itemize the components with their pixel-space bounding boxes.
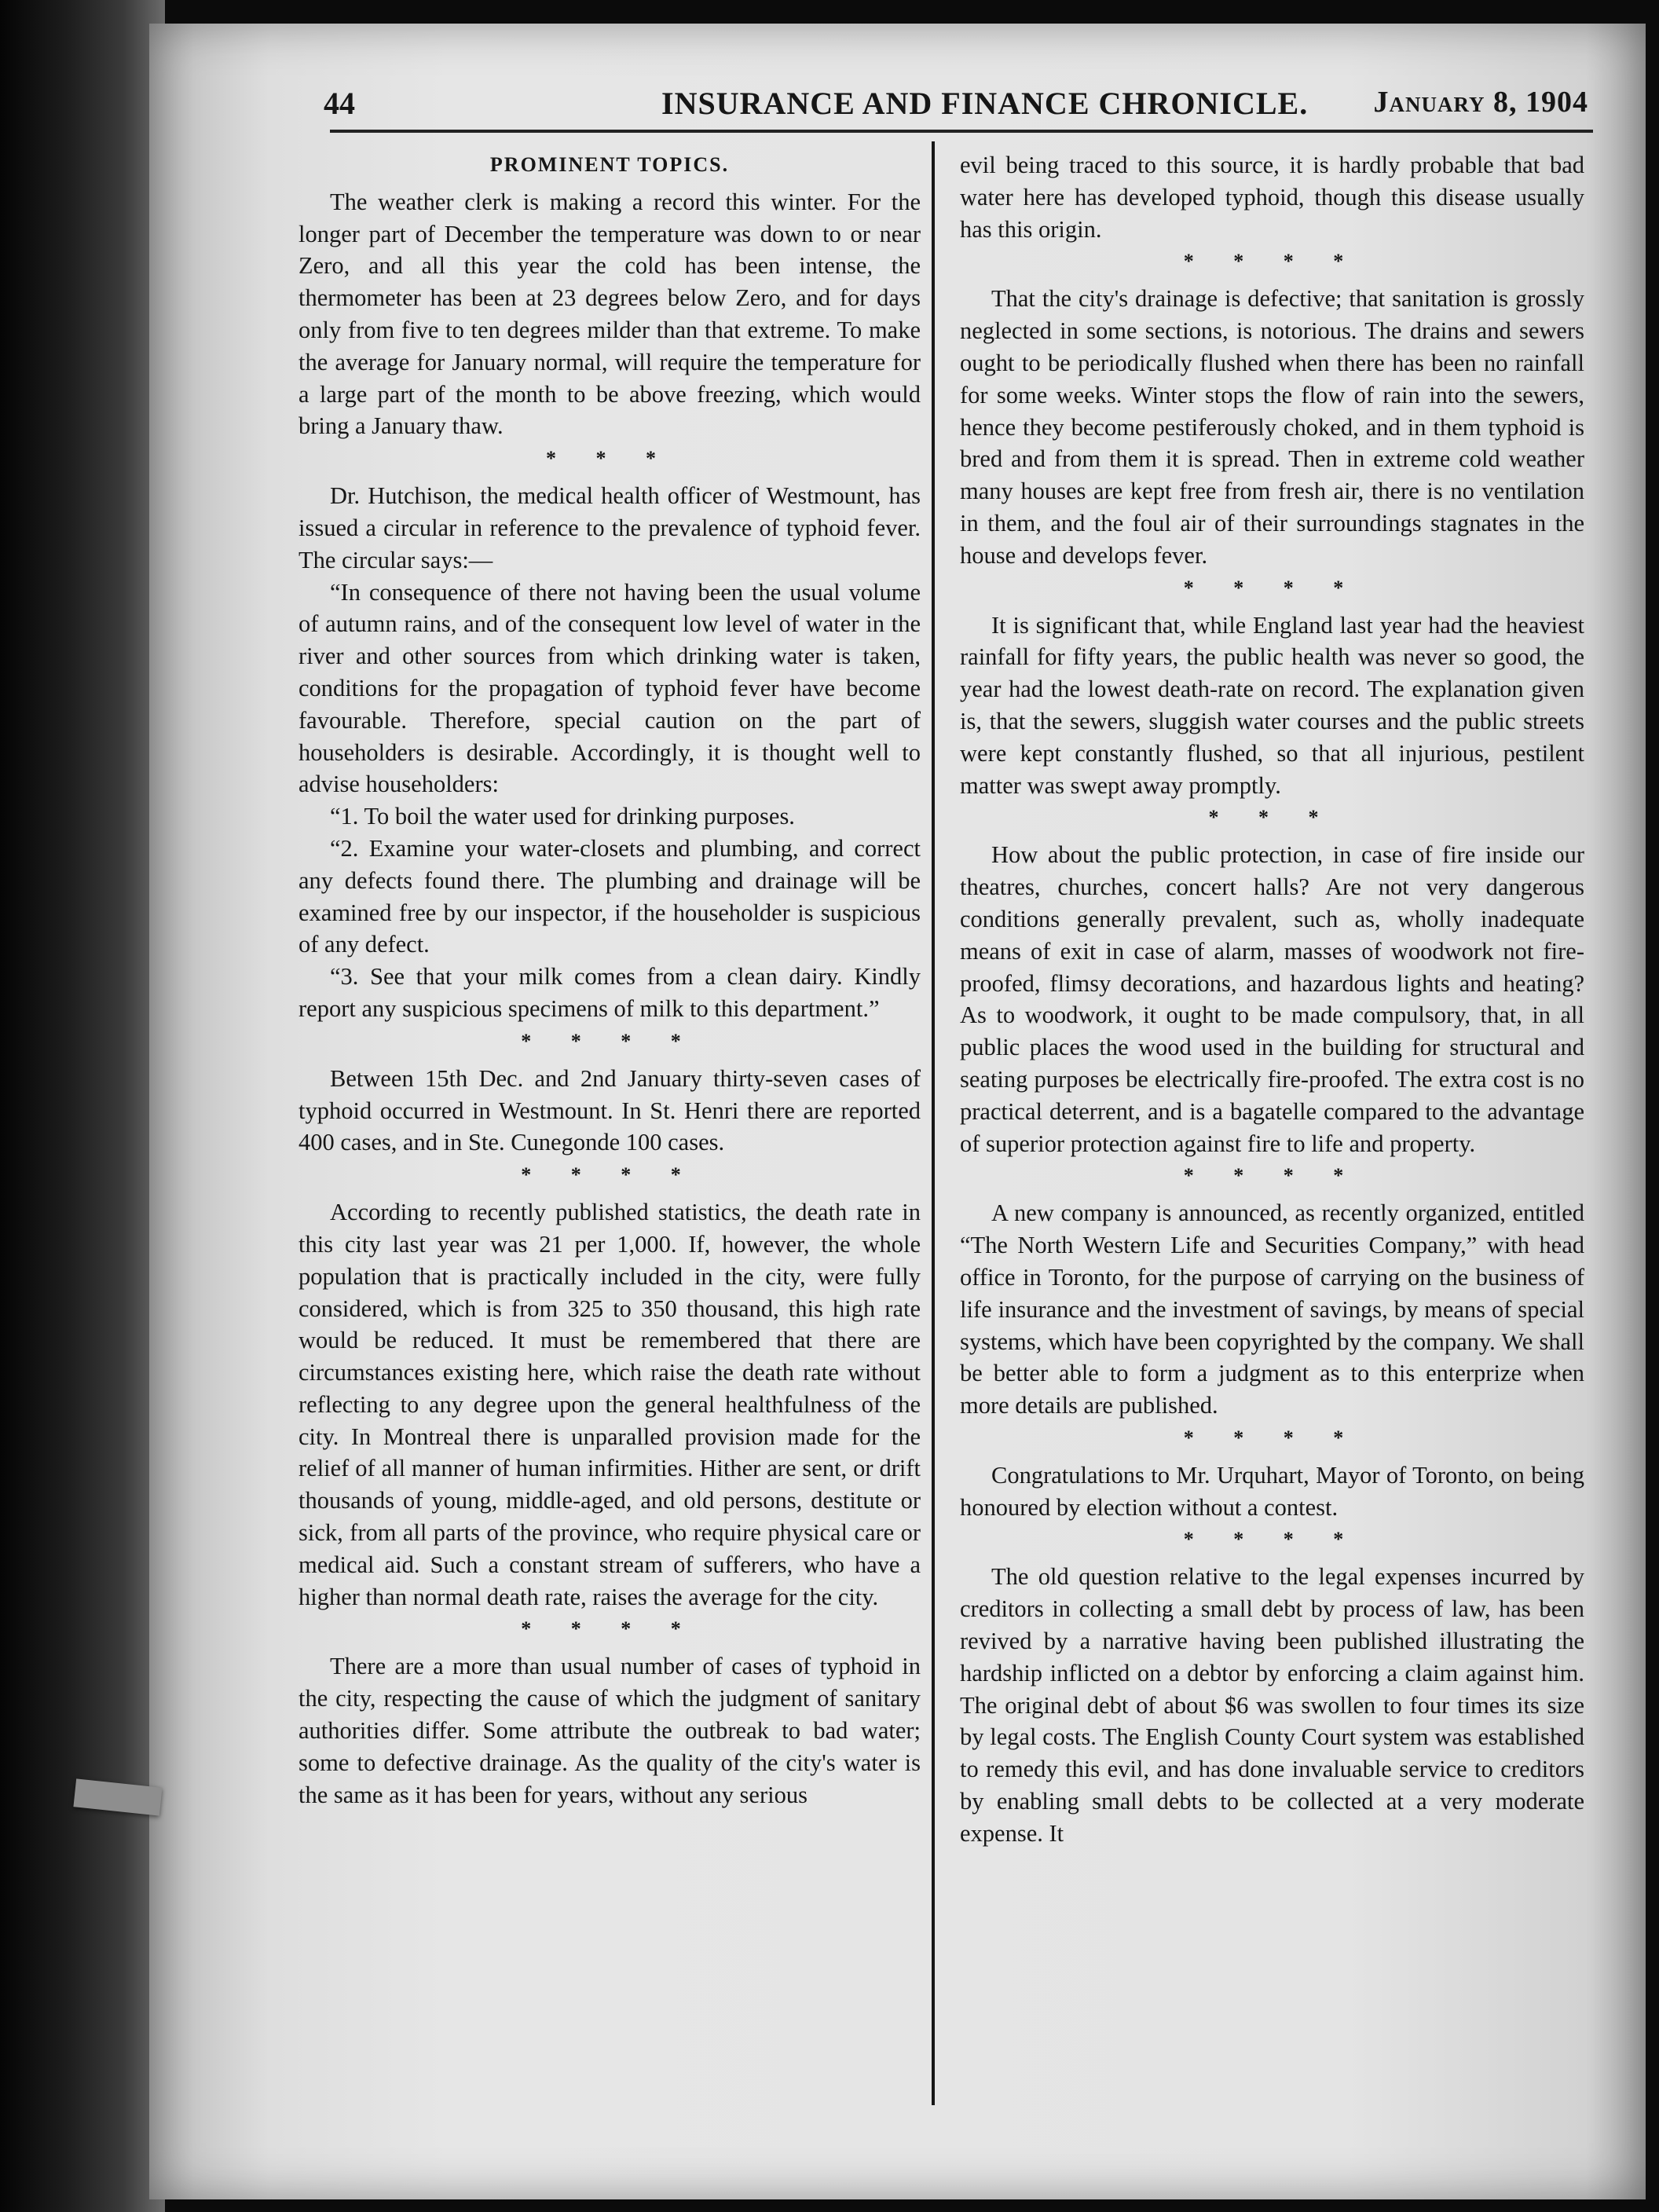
separator: * * * *: [1183, 1164, 1361, 1188]
paragraph-typhoid-cause: There are a more than usual number of cases of typhoid in the city, respecting the cause of which the judgment of sanitary authorities differ. Some attribute the outbreak to bad water; some to defective drainage. As the quality of the city's water is the same as it has been for years, without any serious: [298, 1653, 921, 1808]
paragraph-england: It is significant that, while England last year had the heaviest rainfall for fifty years, the public health was never so good, the year had the lowest death-rate on record. The explanation given is, that the sewers, sluggish water courses and the public streets were kept constantly flushed, so that all injurious, pestilent matter was swept away promptly.: [960, 611, 1584, 799]
paragraph-continued: evil being traced to this source, it is hardly probable that bad water here has developed typhoid, though this disease usually has this origin.: [960, 152, 1584, 243]
paragraph-fire-protection: How about the public protection, in case of fire inside our theatres, churches, concert halls? Are not very dangerous conditions generally prevalent, such as, wholly inadequate means of exit in case of alarm, masses of woodwork not fire-proofed, flimsy decorations, and hazardous lights and heating? As to woodwork, it ought to be made compulsory, that, in all public places the wood used in the building for structural and seating purposes be electrically fire-proofed. The extra cost is no practical deterrent, and is a bagatelle compared to the advantage of superior protection against fire to life and property.: [960, 841, 1584, 1157]
separator: * * * *: [1183, 576, 1361, 599]
section-heading: PROMINENT TOPICS.: [489, 153, 730, 176]
paragraph-death-rate: According to recently published statistics, the death rate in this city last year was 21 per 1,000. If, however, the whole population that is practically included in the city, were fully considered, which is from 325 to 350 thousand, this high rate would be reduced. It must be remembered that there are circumstances existing here, which raise the death rate without reflecting to any degree upon the general healthfulness of the city. In Montreal there is unparalled provision made for the relief of all manner of human infirmities. Hither are sent, or drift thousands of young, middle-aged, and old persons, destitute or sick, from all parts of the province, who require physical care or medical aid. Such a constant stream of sufferers, who have a higher than normal death rate, raises the average for the city.: [298, 1199, 921, 1610]
column-divider: [932, 141, 935, 2105]
separator: * * *: [546, 447, 673, 471]
left-column: [298, 149, 921, 1811]
separator: * * * *: [1183, 1426, 1361, 1449]
separator: * * * *: [521, 1163, 698, 1187]
paragraph-advice-1: “1. To boil the water used for drinking purposes.: [330, 803, 795, 830]
paragraph-advice-3: “3. See that your milk comes from a clean dairy. Kindly report any suspicious specimens of milk to this department.”: [298, 963, 921, 1022]
separator: * * * *: [1183, 250, 1361, 273]
journal-title: INSURANCE AND FINANCE CHRONICLE.: [661, 86, 1309, 121]
separator: * * * *: [1183, 1528, 1361, 1551]
binding-shadow: [0, 0, 165, 2212]
paragraph-new-company: A new company is announced, as recently organized, entitled “The North Western Life and Securities Company,” with head office in Toronto, for the purpose of carrying on the business of life insurance and the investment of savings, by means of special systems, which have been copyrighted by the company. We shall be better able to form a judgment as to this enterprize when more details are published.: [960, 1199, 1584, 1419]
separator: * * *: [1208, 806, 1336, 830]
separator: * * * *: [521, 1617, 698, 1641]
header-rule: [330, 130, 1593, 133]
page-number: 44: [324, 86, 355, 121]
page-header: [324, 75, 1596, 130]
paragraph-drainage: That the city's drainage is defective; that sanitation is grossly neglected in some sections, is notorious. The drains and sewers ought to be periodically flushed when there has been no rainfall for some weeks. Winter stops the flow of rain into the sewers, hence they become pestiferously choked, and in them typhoid is bred and from them it is spread. Then in extreme cold weather many houses are kept free from fresh air, there is no ventilation in them, and the foul air of their surroundings stagnates in the house and develops fever.: [960, 285, 1584, 569]
paragraph-circular-text: “In consequence of there not having been the usual volume of autumn rains, and of the consequent low level of water in the river and other sources from which drinking water is taken, conditions for the propagation of typhoid fever have become favourable. Therefore, special caution on the part of householders is desirable. Accordingly, it is thought well to advise householders:: [298, 578, 921, 798]
separator: * * * *: [521, 1029, 698, 1053]
right-column: [960, 149, 1584, 1850]
paragraph-circular-intro: Dr. Hutchison, the medical health officer of Westmount, has issued a circular in reference to the prevalence of typhoid fever. The circular says:—: [298, 482, 921, 573]
paragraph-weather: The weather clerk is making a record this winter. For the longer part of December the temperature was down to or near Zero, and all this year the cold has been intense, the thermometer has been at 23 degrees below Zero, and for days only from five to ten degrees milder than that extreme. To make the average for January normal, will require the temperature for a large part of the month to be above freezing, which would bring a January thaw.: [298, 188, 921, 440]
paragraph-legal-expenses: The old question relative to the legal expenses incurred by creditors in collecting a small debt by process of law, has been revived by a narrative having been published illustrating the hardship inflicted on a debtor by enforcing a claim against him. The original debt of about $6 was swollen to four times its size by legal costs. The English County Court system was established to remedy this evil, and has done invaluable service to creditors by enabling small debts to be collected at a very moderate expense. It: [960, 1563, 1584, 1847]
paragraph-congratulations: Congratulations to Mr. Urquhart, Mayor of Toronto, on being honoured by election without a contest.: [960, 1461, 1584, 1521]
paragraph-westmount-cases: Between 15th Dec. and 2nd January thirty-seven cases of typhoid occurred in Westmount. In St. Henri there are reported 400 cases, and in Ste. Cunegonde 100 cases.: [298, 1064, 921, 1156]
paragraph-advice-2: “2. Examine your water-closets and plumbing, and correct any defects found there. The plumbing and drainage will be examined free by our inspector, if the householder is suspicious of any defect.: [298, 834, 921, 958]
issue-date: January 8, 1904: [1373, 86, 1588, 119]
